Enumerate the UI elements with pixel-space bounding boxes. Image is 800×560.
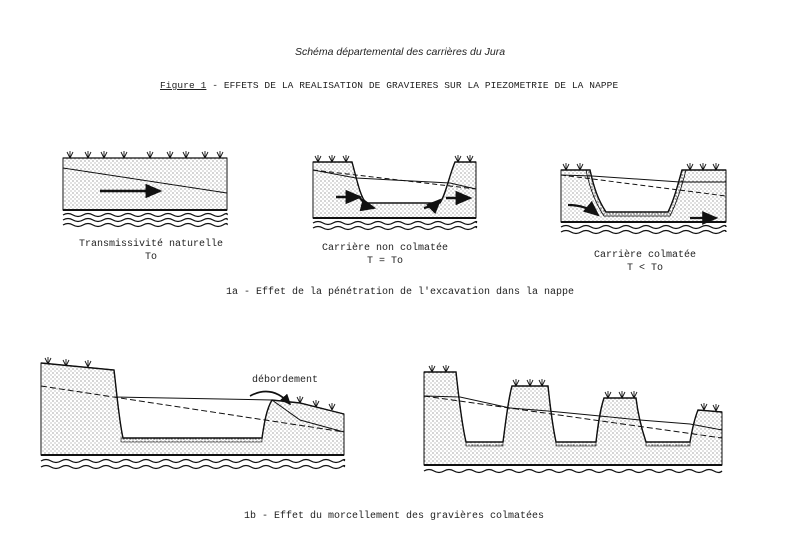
caption-line1: Carrière colmatée — [593, 250, 697, 261]
vegetation-tufts — [67, 151, 223, 158]
caption-line1: Carrière non colmatée — [321, 243, 449, 254]
caption-line2: T = To — [366, 256, 403, 267]
document-header: Schéma départemental des carrières du Jura — [294, 46, 506, 58]
panel-natural-transmissivity — [63, 151, 227, 227]
caption-line2: To — [144, 252, 157, 263]
vegetation-tufts — [563, 163, 719, 170]
caption-natural-transmissivity — [76, 238, 226, 264]
caption-line1: Transmissivité naturelle — [78, 239, 224, 250]
aquifer-base — [313, 218, 477, 230]
caption-uncolmated-quarry — [310, 242, 460, 268]
aquifer-base — [561, 222, 726, 234]
caption-1a: 1a - Effet de la pénétration de l'excavation dans la nappe — [226, 287, 575, 298]
annotation-overflow: débordement — [252, 375, 319, 386]
panel-colmated-quarry — [561, 163, 726, 234]
aquifer-base — [41, 455, 345, 469]
panel-uncolmated-quarry — [313, 155, 477, 230]
caption-1b: 1b - Effet du morcellement des gravières colmatées — [244, 511, 545, 522]
colmation-layers — [466, 442, 690, 446]
aquifer-base — [424, 465, 722, 473]
figure-title-text: - EFFETS DE LA REALISATION DE GRAVIERES SUR LA PIEZOMETRIE DE LA NAPPE — [206, 80, 619, 91]
vegetation-tufts — [429, 365, 719, 411]
modified-water-table — [424, 396, 722, 430]
natural-water-table — [424, 396, 722, 438]
figure-label: Figure 1 — [160, 80, 207, 91]
panel-fragmentation — [424, 365, 722, 473]
aquifer-base — [63, 210, 227, 227]
caption-colmated-quarry — [570, 249, 720, 275]
caption-line2: T < To — [626, 263, 663, 274]
vegetation-tufts — [315, 155, 473, 162]
